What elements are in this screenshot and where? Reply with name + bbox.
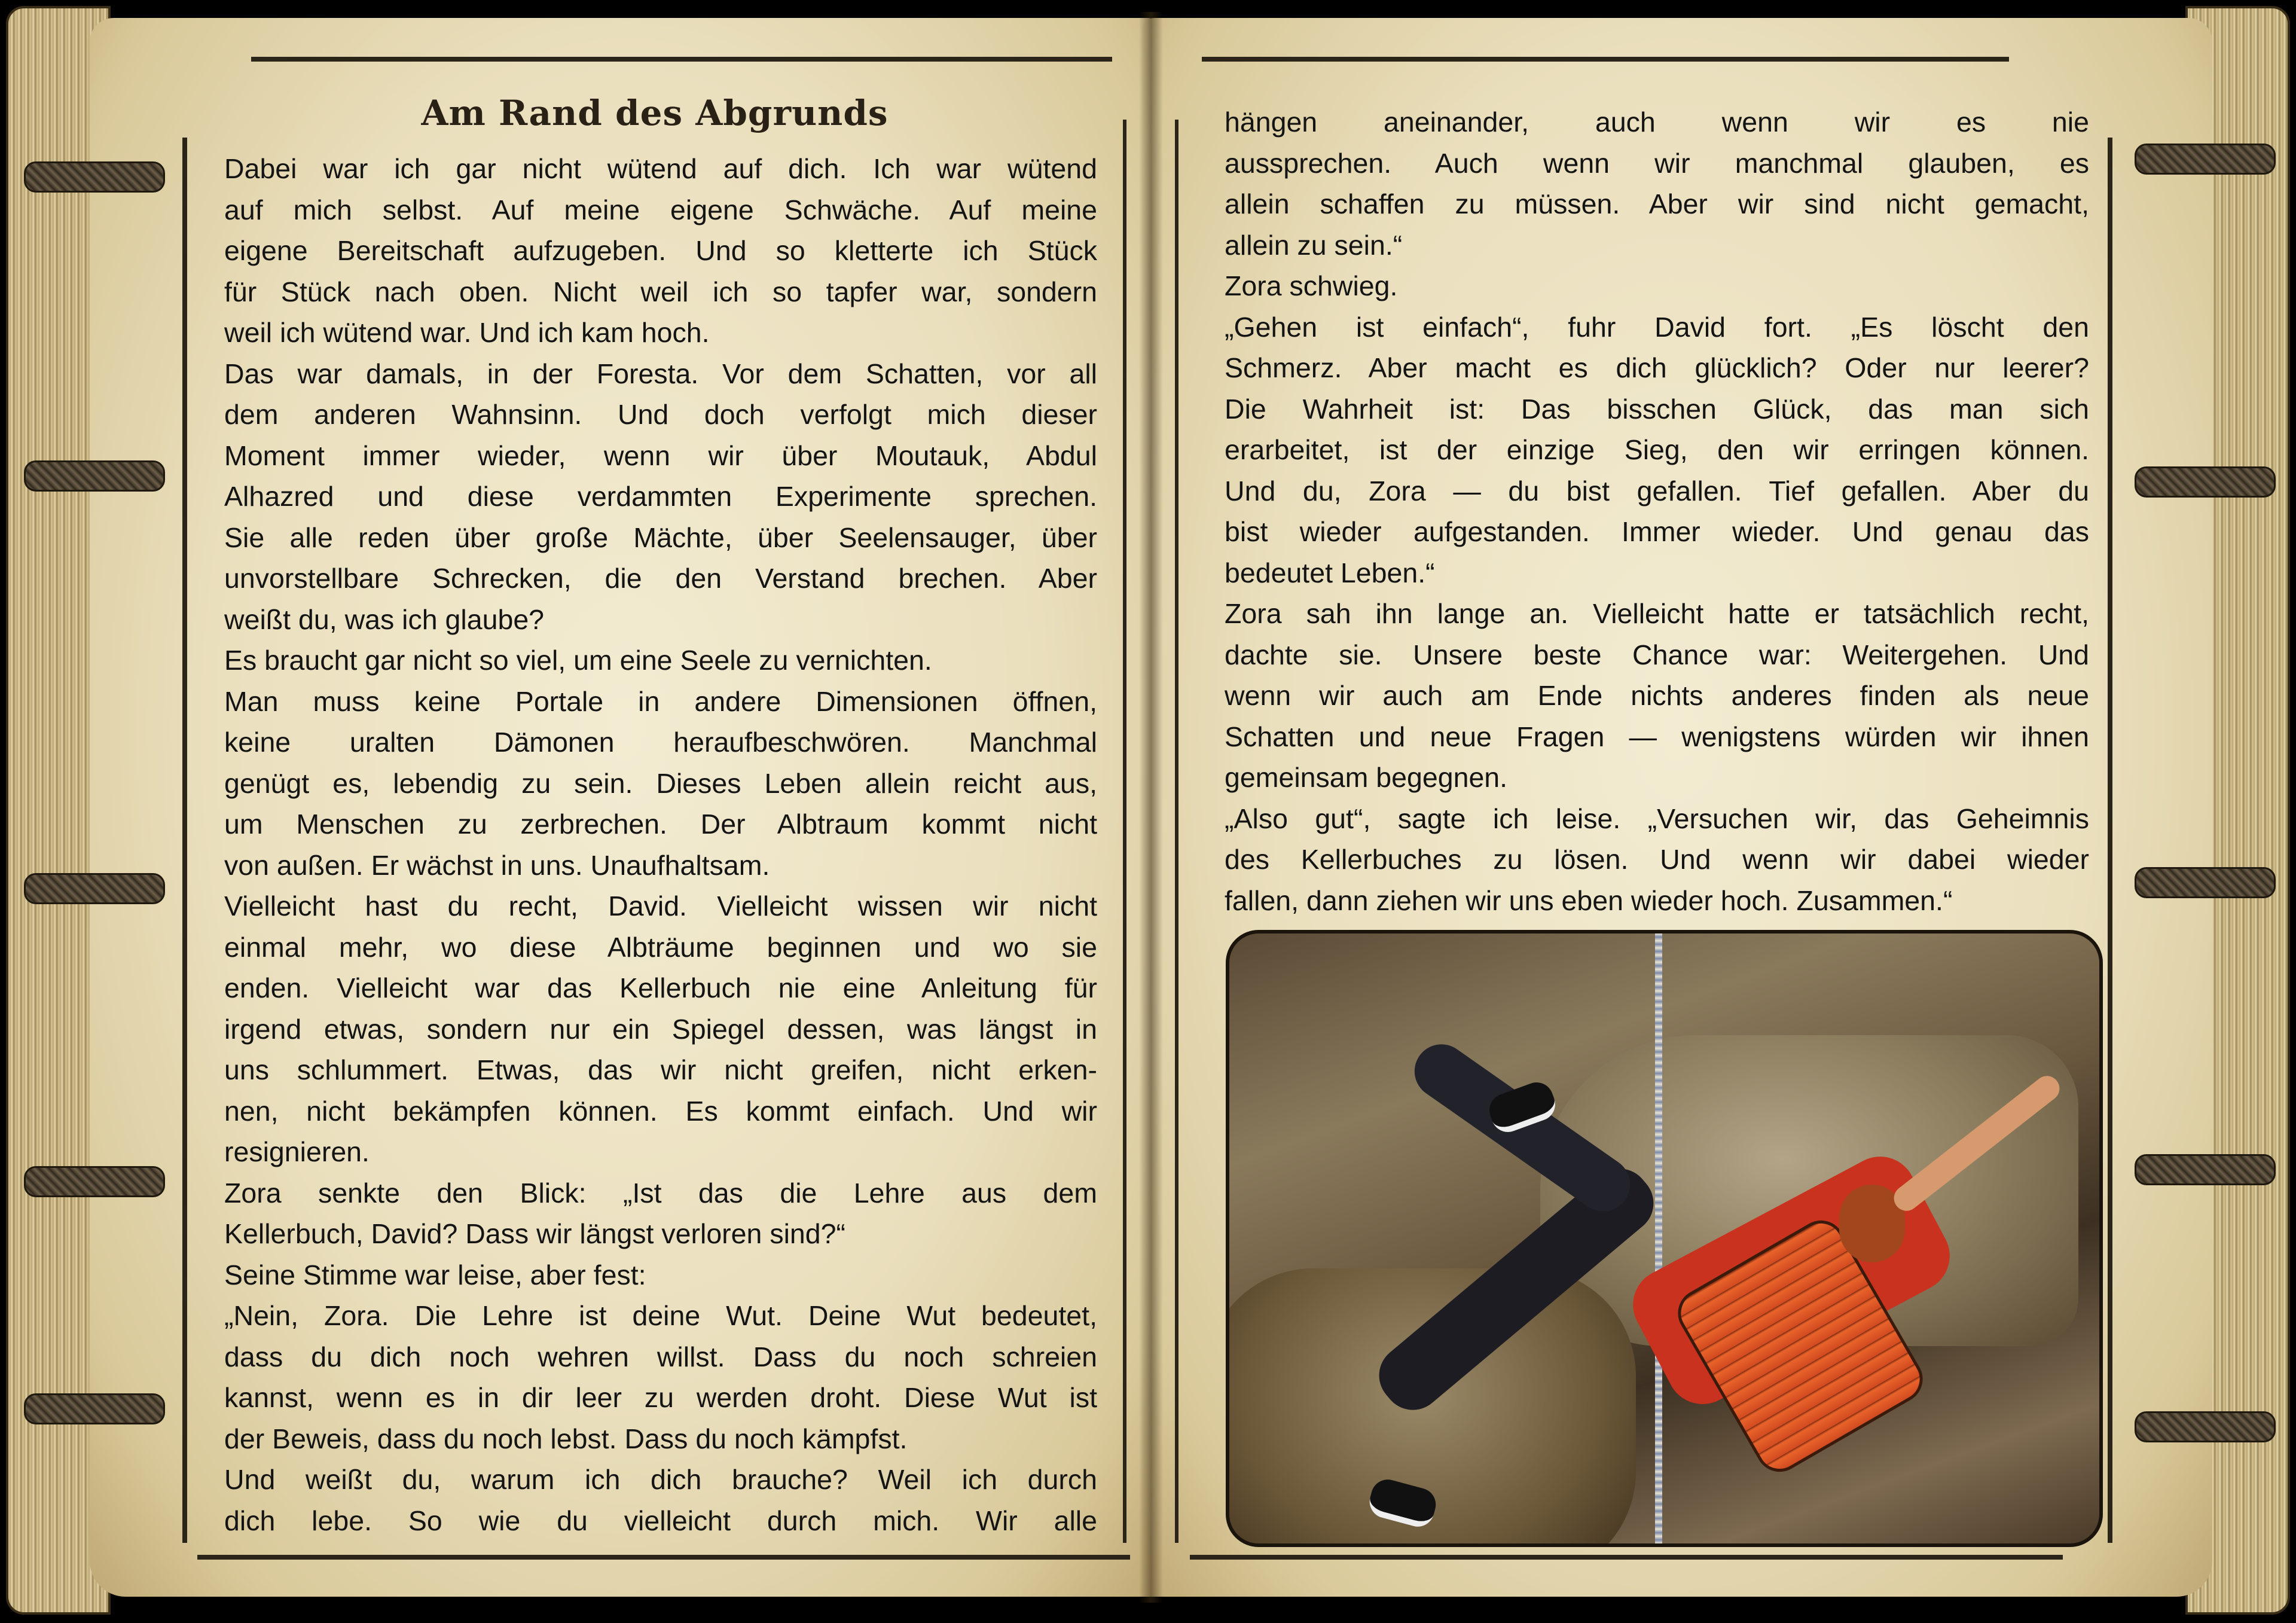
text-line: um Menschen zu zerbrechen. Der Albtraum kommt nicht: [224, 809, 1097, 840]
text-line: Es braucht gar nicht so viel, um eine Seele zu vernichten.: [224, 645, 932, 676]
text-line: genügt es, lebendig zu sein. Dieses Leben allein reicht aus,: [224, 767, 1097, 799]
right-page-text: [1225, 102, 2089, 921]
text-line: unvorstellbare Schrecken, die den Verstand brechen. Aber: [224, 563, 1097, 594]
gutter-wire-right: [1175, 120, 1178, 1543]
text-line: „Nein, Zora. Die Lehre ist deine Wut. Deine Wut bedeutet,: [224, 1300, 1097, 1331]
text-line: Alhazred und diese verdammten Experimente sprechen.: [224, 481, 1097, 512]
binding-knot: [2135, 1411, 2276, 1442]
text-line: eigene Bereitschaft aufzugeben. Und so kletterte ich Stück: [224, 235, 1097, 266]
text-line: dass du dich noch wehren willst. Dass du noch schreien: [224, 1341, 1097, 1372]
text-line: hängen aneinander, auch wenn wir es nie: [1225, 106, 2089, 138]
text-line: Schatten und neue Fragen — wenigstens würden wir ihnen: [1225, 721, 2089, 752]
binding-knot: [2135, 867, 2276, 898]
text-line: weißt du, was ich glaube?: [224, 603, 545, 635]
text-line: Moment immer wieder, wenn wir über Moutauk, Abdul: [224, 440, 1097, 471]
top-wire-right: [1202, 57, 2009, 62]
gutter-wire-left: [1123, 120, 1126, 1543]
binding-knot: [24, 1393, 165, 1424]
binding-knot: [24, 161, 165, 193]
left-wire-vertical: [182, 138, 187, 1543]
text-line: Zora schwieg.: [1225, 270, 1398, 301]
text-line: Seine Stimme war leise, aber fest:: [224, 1259, 646, 1291]
chapter-title: Am Rand des Abgrunds: [421, 93, 889, 133]
text-line: resignieren.: [224, 1136, 370, 1167]
text-line: wenn wir auch am Ende nichts anderes finden als neue: [1225, 680, 2089, 711]
text-line: fallen, dann ziehen wir uns eben wieder hoch. Zusammen.“: [1225, 884, 1953, 916]
text-line: allein zu sein.“: [1225, 229, 1403, 261]
text-line: Schmerz. Aber macht es dich glücklich? Oder nur leerer?: [1225, 352, 2089, 383]
text-line: gemeinsam begegnen.: [1225, 762, 1508, 793]
text-line: Zora sah ihn lange an. Vielleicht hatte er tatsächlich recht,: [1225, 598, 2089, 629]
right-wire-vertical: [2108, 138, 2112, 1543]
text-line: dich lebe. So wie du vielleicht durch mich. Wir alle: [224, 1505, 1097, 1536]
text-line: erarbeitet, ist der einzige Sieg, den wir erringen können.: [1225, 434, 2089, 465]
binding-knot: [24, 460, 165, 492]
text-line: Das war damals, in der Foresta. Vor dem Schatten, vor all: [224, 358, 1097, 389]
book-gutter: [1139, 12, 1163, 1603]
text-line: Kellerbuch, David? Dass wir längst verloren sind?“: [224, 1218, 845, 1249]
text-line: von außen. Er wächst in uns. Unaufhaltsam.: [224, 849, 770, 881]
bottom-wire-right: [1190, 1555, 2063, 1560]
top-wire-left: [251, 57, 1112, 62]
text-line: keine uralten Dämonen heraufbeschwören. Manchmal: [224, 727, 1097, 758]
text-line: bist wieder aufgestanden. Immer wieder. Und genau das: [1225, 516, 2089, 547]
binding-knot: [24, 1166, 165, 1197]
text-line: Dabei war ich gar nicht wütend auf dich. Ich war wütend: [224, 153, 1097, 184]
text-line: weil ich wütend war. Und ich kam hoch.: [224, 317, 710, 348]
binding-knot: [24, 873, 165, 904]
text-line: irgend etwas, sondern nur ein Spiegel dessen, was längst in: [224, 1013, 1097, 1045]
text-line: „Also gut“, sagte ich leise. „Versuchen wir, das Geheimnis: [1225, 803, 2089, 834]
text-line: Die Wahrheit ist: Das bisschen Glück, das man sich: [1225, 393, 2089, 425]
text-line: kannst, wenn es in dir leer zu werden droht. Diese Wut ist: [224, 1382, 1097, 1413]
text-line: Und weißt du, warum ich dich brauche? Weil ich durch: [224, 1464, 1097, 1495]
text-line: nen, nicht bekämpfen können. Es kommt einfach. Und wir: [224, 1095, 1097, 1127]
left-page-text: [224, 148, 1097, 1541]
text-line: Sie alle reden über große Mächte, über Seelensauger, über: [224, 521, 1097, 553]
text-line: enden. Vielleicht war das Kellerbuch nie eine Anleitung für: [224, 972, 1097, 1003]
text-line: uns schlummert. Etwas, das wir nicht greifen, nicht erken-: [224, 1054, 1097, 1085]
text-line: bedeutet Leben.“: [1225, 557, 1435, 588]
text-line: Vielleicht hast du recht, David. Vielleicht wissen wir nicht: [224, 890, 1097, 922]
text-line: des Kellerbuches zu lösen. Und wenn wir dabei wieder: [1225, 844, 2089, 875]
binding-knot: [2135, 1154, 2276, 1185]
text-line: der Beweis, dass du noch lebst. Dass du noch kämpfst.: [224, 1423, 908, 1454]
text-line: dem anderen Wahnsinn. Und doch verfolgt mich dieser: [224, 399, 1097, 430]
binding-knot: [2135, 144, 2276, 175]
bottom-wire-left: [197, 1555, 1130, 1560]
text-line: für Stück nach oben. Nicht weil ich so tapfer war, sondern: [224, 276, 1097, 307]
text-line: Zora senkte den Blick: „Ist das die Lehre aus dem: [224, 1177, 1097, 1209]
text-line: Man muss keine Portale in andere Dimensionen öffnen,: [224, 685, 1097, 717]
binding-knot: [2135, 466, 2276, 498]
text-line: Und du, Zora — du bist gefallen. Tief gefallen. Aber du: [1225, 475, 2089, 507]
climber-illustration: [1226, 930, 2103, 1547]
text-line: „Gehen ist einfach“, fuhr David fort. „Es löscht den: [1225, 311, 2089, 343]
climbing-rope: [1655, 933, 1662, 1543]
text-line: auf mich selbst. Auf meine eigene Schwäche. Auf meine: [224, 194, 1097, 225]
text-line: allein schaffen zu müssen. Aber wir sind nicht gemacht,: [1225, 188, 2089, 219]
text-line: aussprechen. Auch wenn wir manchmal glauben, es: [1225, 147, 2089, 179]
text-line: dachte sie. Unsere beste Chance war: Weitergehen. Und: [1225, 639, 2089, 670]
text-line: einmal mehr, wo diese Albträume beginnen und wo sie: [224, 931, 1097, 963]
